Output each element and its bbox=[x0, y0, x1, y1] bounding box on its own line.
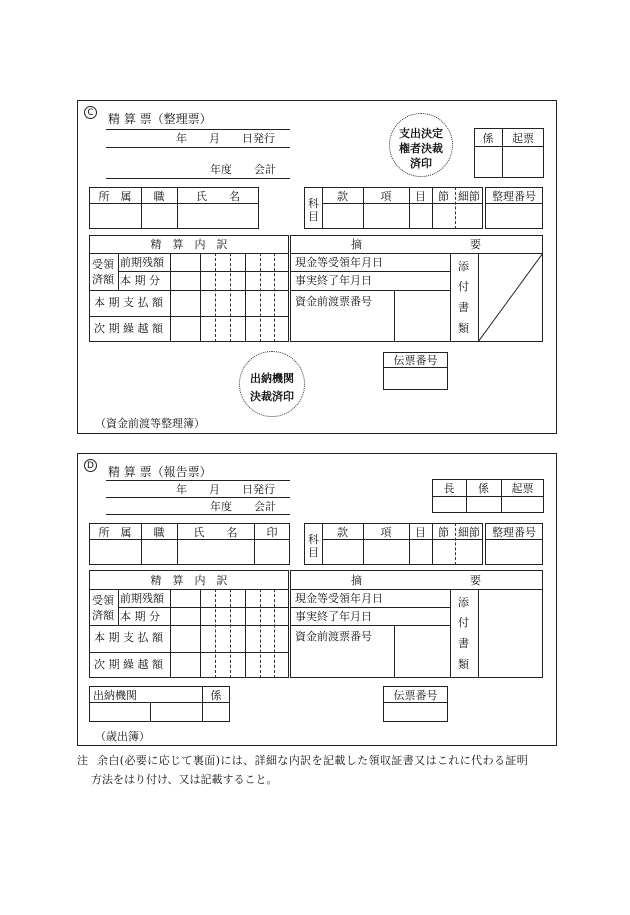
form-c-dept-shoku: 職 bbox=[153, 190, 165, 203]
form-c-kamoku-setsu: 節 bbox=[438, 190, 449, 203]
form-c-dept-shozoku: 所 属 bbox=[98, 190, 132, 203]
form-d-kamoku-label: 科目 bbox=[308, 533, 319, 559]
note-label: 注 bbox=[77, 754, 88, 767]
form-c-current: 本 期 分 bbox=[120, 274, 160, 287]
form-d-title: 精 算 票（報告票） bbox=[108, 465, 212, 479]
form-d-kamoku-saisetsu: 細節 bbox=[458, 526, 480, 539]
form-c-attach-1: 添 bbox=[458, 260, 469, 273]
form-d-fiscal: 年度 会計 bbox=[210, 500, 276, 513]
form-d-attach-1: 添 bbox=[458, 596, 469, 609]
form-d-kamoku-kan: 款 bbox=[337, 526, 348, 539]
form-c-kamoku-kan: 款 bbox=[337, 190, 348, 203]
form-c-attach-3: 書 bbox=[458, 301, 469, 314]
form-c-dept-name: 氏 名 bbox=[196, 190, 240, 203]
form-d-tekiyou-b: 要 bbox=[470, 574, 481, 587]
form-c-issued: 年 月 日発行 bbox=[176, 132, 275, 145]
note-line-1: 余白(必要に応じて裏面)には、詳細な内訳を記載した領収証書又はこれに代わる証明 bbox=[97, 754, 529, 767]
form-c-received-2: 済額 bbox=[92, 273, 114, 286]
form-d-attach-4: 類 bbox=[458, 658, 469, 671]
form-d-dept-in: 印 bbox=[266, 526, 278, 539]
form-c-title: 精 算 票（整理票） bbox=[108, 112, 212, 126]
form-d-attach-3: 書 bbox=[458, 637, 469, 650]
form-d-received-1: 受領 bbox=[92, 594, 114, 607]
form-d-denpyo-label: 伝票番号 bbox=[393, 689, 438, 702]
form-d-kamoku-setsu: 節 bbox=[438, 526, 449, 539]
form-d-dept-shoku: 職 bbox=[153, 526, 165, 539]
form-c-mark: C bbox=[84, 106, 97, 119]
form-c-attach-diagonal bbox=[478, 253, 543, 342]
form-c-r3: 資金前渡票番号 bbox=[295, 295, 372, 308]
form-c-approval-kakari: 係 bbox=[482, 132, 494, 145]
form-d-paid: 本 期 支 払 額 bbox=[94, 631, 163, 644]
form-d-attach-2: 付 bbox=[458, 616, 469, 629]
form-c-kamoku-label: 科目 bbox=[308, 197, 319, 223]
form-d-current: 本 期 分 bbox=[120, 610, 160, 623]
form-d-received-2: 済額 bbox=[92, 609, 114, 622]
form-d-approval-kihyo: 起票 bbox=[511, 482, 534, 495]
form-c-attach-4: 類 bbox=[458, 322, 469, 335]
form-d-tekiyou-table bbox=[290, 570, 543, 678]
form-d-footer: （歳出簿） bbox=[95, 730, 150, 743]
form-c-approval-kihyo: 起票 bbox=[512, 132, 534, 145]
form-d-dept-name: 氏 名 bbox=[193, 526, 238, 539]
form-c-kamoku-saisetsu: 細節 bbox=[458, 190, 480, 203]
form-c-decision-stamp: 支出決定 権者決裁 済印 bbox=[389, 113, 453, 177]
form-c-received-1: 受領 bbox=[92, 258, 114, 271]
form-d-seiri-label: 整理番号 bbox=[492, 526, 536, 539]
form-c-seiri-label: 整理番号 bbox=[492, 190, 536, 203]
form-c-kamoku-kou: 項 bbox=[380, 190, 392, 203]
form-c-attach-2: 付 bbox=[458, 280, 469, 293]
form-d-carry: 次 期 繰 越 額 bbox=[94, 658, 163, 671]
form-d-r3: 資金前渡票番号 bbox=[295, 630, 372, 643]
form-d-prev: 前期残額 bbox=[120, 592, 164, 605]
form-d-approval-cho: 長 bbox=[443, 482, 455, 495]
form-d-mark: D bbox=[84, 459, 97, 472]
form-d-seisan-header: 精 算 内 訳 bbox=[150, 574, 228, 587]
form-c-denpyo-label: 伝票番号 bbox=[393, 354, 438, 367]
form-c-paid: 本 期 支 払 額 bbox=[94, 296, 163, 309]
form-c-r1: 現金等受領年月日 bbox=[295, 256, 383, 269]
form-c-r2: 事実終了年月日 bbox=[295, 274, 372, 287]
form-d-approval-kakari: 係 bbox=[478, 482, 489, 495]
form-c-prev: 前期残額 bbox=[120, 256, 164, 269]
form-c-fiscal: 年度 会計 bbox=[210, 163, 276, 176]
form-d-issued: 年 月 日発行 bbox=[176, 483, 275, 496]
form-c-kamoku-moku: 目 bbox=[415, 190, 426, 203]
form-d-suito-label: 出納機関 bbox=[93, 689, 137, 702]
form-c-tekiyou-b: 要 bbox=[470, 238, 481, 251]
note-line-2: 方法をはり付け、又は記載すること。 bbox=[91, 773, 278, 786]
form-c-carry: 次 期 繰 越 額 bbox=[94, 322, 163, 335]
form-c-tekiyou-a: 摘 bbox=[351, 238, 362, 251]
form-c-suito-stamp: 出納機関 決裁済印 bbox=[239, 351, 305, 417]
form-d-tekiyou-a: 摘 bbox=[351, 574, 362, 587]
form-d-kamoku-moku: 目 bbox=[415, 526, 426, 539]
form-d-r1: 現金等受領年月日 bbox=[295, 592, 383, 605]
form-d-dept-shozoku: 所 属 bbox=[98, 526, 132, 539]
form-c-seisan-header: 精 算 内 訳 bbox=[150, 238, 228, 251]
form-d-suito-kakari: 係 bbox=[210, 689, 222, 702]
form-d-kamoku-kou: 項 bbox=[380, 526, 392, 539]
form-c-footer: （資金前渡等整理簿） bbox=[95, 417, 205, 430]
form-d-r2: 事実終了年月日 bbox=[295, 610, 372, 623]
